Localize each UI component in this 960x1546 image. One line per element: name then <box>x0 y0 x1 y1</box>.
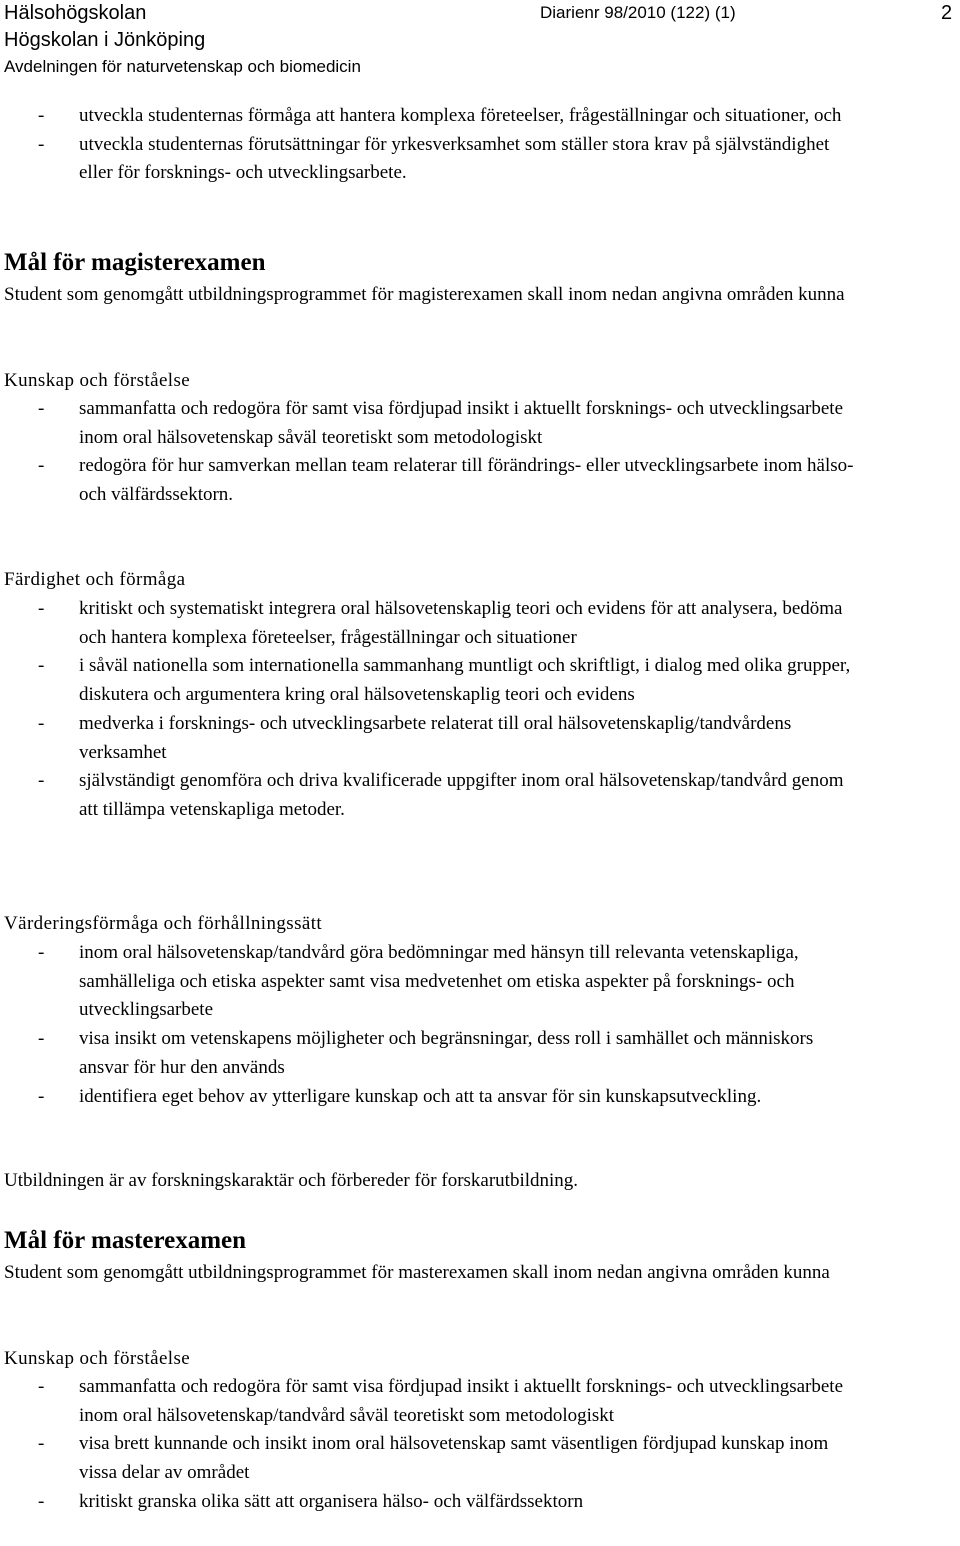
list-item: - i såväl nationella som internationella sammanhang muntligt och skriftligt, i dialog med olika grupper, diskutera och argumentera kring oral hälsovetenskaplig teori och evidens <box>38 655 851 706</box>
list-item: - visa brett kunnande och insikt inom oral hälsovetenskap samt väsentligen fördjupad kunskap inom vissa delar av området <box>38 1433 829 1484</box>
intro-list <box>0 102 960 188</box>
list-item: - utveckla studenternas förutsättningar för yrkesverksamhet som ställer stora krav på självständighet eller för forsknings- och utvecklingsarbete. <box>38 133 830 184</box>
list-item: - visa insikt om vetenskapens möjligheter och begränsningar, dess roll i samhället och människors ansvar för hur den används <box>38 1028 814 1078</box>
header-university: Högskolan i Jönköping <box>4 29 206 51</box>
magister-skills-list <box>0 595 960 825</box>
master-intro: Student som genomgått utbildningsprogrammet för masterexamen skall inom nedan angivna områden kunna <box>4 1262 830 1283</box>
page-number: 2 <box>941 2 953 24</box>
list-item: - medverka i forsknings- och utvecklingsarbete relaterat till oral hälsovetenskaplig/tandvårdens verksamhet <box>38 712 792 763</box>
list-item: - sammanfatta och redogöra för samt visa fördjupad insikt i aktuellt forsknings- och utvecklingsarbete inom oral hälsovetenskap såväl teoretiskt som metodologiskt <box>38 398 844 448</box>
magister-knowledge-title: Kunskap och förståelse <box>4 370 191 391</box>
magister-judgement-list <box>0 939 960 1111</box>
header-reference: Diarienr 98/2010 (122) (1) <box>540 3 736 22</box>
list-item: - kritiskt och systematiskt integrera oral hälsovetenskaplig teori och evidens för att analysera, bedöma och hantera komplexa företeelser, frågeställningar och situationer <box>38 598 843 648</box>
list-item: - självständigt genomföra och driva kvalificerade uppgifter inom oral hälsovetenskap/tandvård genom att tillämpa vetenskapliga metoder. <box>38 770 844 820</box>
magister-closing: Utbildningen är av forskningskaraktär och förbereder för forskarutbildning. <box>4 1170 579 1191</box>
magister-knowledge-list <box>0 395 960 510</box>
list-item: - utveckla studenternas förmåga att hantera komplexa företeelser, frågeställningar och situationer, och <box>38 105 842 126</box>
header-department: Avdelningen för naturvetenskap och biomedicin <box>4 57 361 76</box>
magister-intro: Student som genomgått utbildningsprogrammet för magisterexamen skall inom nedan angivna områden kunna <box>4 284 845 305</box>
list-item: - redogöra för hur samverkan mellan team relaterar till förändrings- eller utvecklingsarbete inom hälso- och välfärdssektorn. <box>38 455 854 506</box>
magister-judgement-title: Värderingsförmåga och förhållningssätt <box>4 913 323 934</box>
master-knowledge-title: Kunskap och förståelse <box>4 1348 191 1369</box>
list-item: - inom oral hälsovetenskap/tandvård göra bedömningar med hänsyn till relevanta vetenskapliga, samhälleliga och etiska aspekter samt visa medvetenhet om etiska aspekter på forsknings- och utvecklingsarbete <box>38 942 799 1021</box>
master-heading: Mål för masterexamen <box>4 1227 247 1254</box>
list-item: - sammanfatta och redogöra för samt visa fördjupad insikt i aktuellt forsknings- och utvecklingsarbete inom oral hälsovetenskap/tandvård såväl teoretiskt som metodologiskt <box>38 1376 844 1426</box>
master-knowledge-list <box>0 1373 960 1517</box>
magister-skills-title: Färdighet och förmåga <box>4 569 186 590</box>
magister-heading: Mål för magisterexamen <box>4 249 266 276</box>
list-item: - kritiskt granska olika sätt att organisera hälso- och välfärdssektorn <box>38 1490 584 1512</box>
header-institution: Hälsohögskolan <box>4 2 147 24</box>
list-item: - identifiera eget behov av ytterligare kunskap och att ta ansvar för sin kunskapsutveckling. <box>38 1085 762 1107</box>
